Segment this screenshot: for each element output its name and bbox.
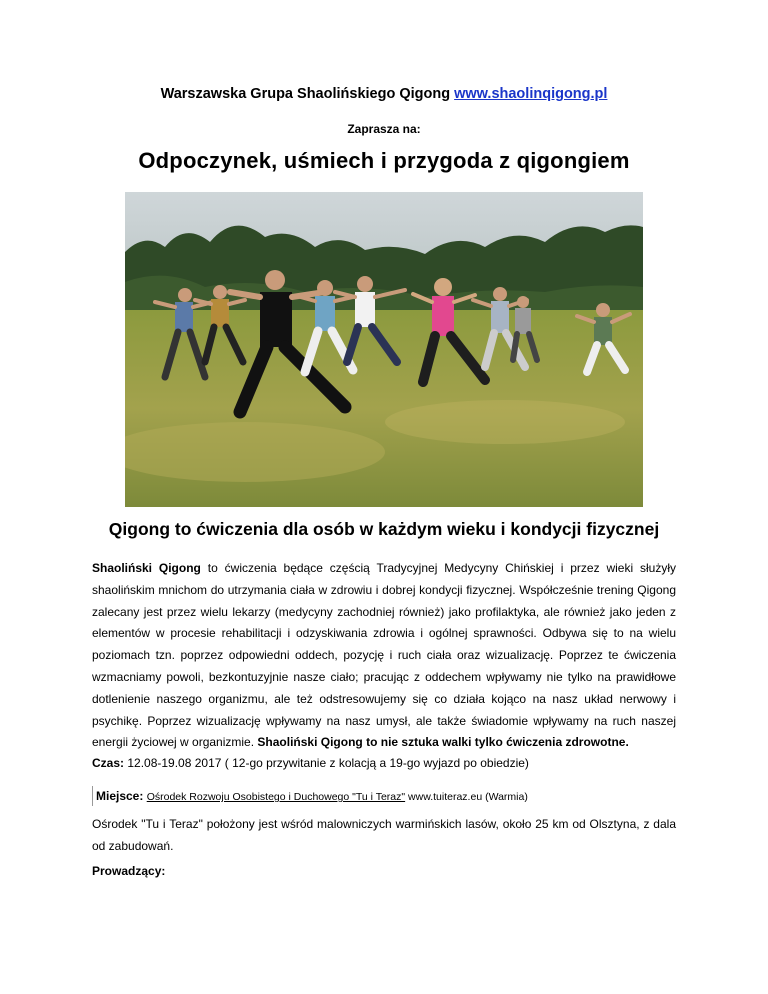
- description-paragraph: [92, 558, 676, 754]
- location-label: Miejsce:: [96, 789, 144, 803]
- organizer-line: [0, 86, 768, 102]
- description-text: to ćwiczenia będące częścią Tradycyjnej Medycyny Chińskiej i przez wieki służyły shaolińskim mnichom do utrzymania ciała w zdrowiu i dobrej kondycji fizycznej. Współcześnie trening Qigong zalecany jest przez wielu lekarzy (medycyny zachodniej również) jako profilaktyka, ale również jako jeden z elementów w procesie rehabilitacji i odzyskiwania zdrowia i ogólnej sprawności. Odbywa się to na wielu poziomach tzn. poprzez odpowiedni oddech, pozycję i ruch ciała oraz wizualizację. Poprzez te ćwiczenia wzmacniamy powoli, bezkontuzyjnie nasze ciało; pracując z oddechem wpływamy nie tylko na prawidłowe dotlenienie naszego organizmu, ale też odstresowujemy się co działa kojąco na nasz układ nerwowy i psychikę. Poprzez wizualizację wpływamy na nasz umysł, ale także świadomie wpływamy na ruch naszej energii życiowej w organizmie.: [92, 561, 677, 750]
- location-line: [92, 786, 528, 806]
- invite-text: Zaprasza na:: [347, 122, 421, 136]
- closing-bold-text: Shaoliński Qigong to nie sztuka walki tylko ćwiczenia zdrowotne.: [257, 735, 629, 750]
- group-photo: [125, 192, 643, 507]
- date-line: [92, 756, 529, 770]
- lead-bold-text: Shaoliński Qigong: [92, 561, 201, 575]
- location-rest: www.tuiteraz.eu (Warmia): [405, 791, 528, 803]
- date-value: 12.08-19.08 2017 ( 12-go przywitanie z kolacją a 19-go wyjazd po obiedzie): [124, 756, 529, 770]
- instructors-label: Prowadzący:: [92, 864, 166, 878]
- website-link[interactable]: www.shaolinqigong.pl: [454, 86, 608, 102]
- location-name-link[interactable]: Ośrodek Rozwoju Osobistego i Duchowego "Tu i Teraz": [146, 791, 406, 803]
- organizer-name: Warszawska Grupa Shaolińskiego Qigong: [160, 86, 451, 102]
- venue-description: Ośrodek "Tu i Teraz" położony jest wśród malowniczych warmińskich lasów, około 25 km od Olsztyna, z dala od zabudowań.: [92, 817, 676, 853]
- page-title: Odpoczynek, uśmiech i przygoda z qigongiem: [138, 148, 630, 173]
- date-label: Czas:: [92, 756, 125, 770]
- photo-illustration: [125, 192, 643, 507]
- section-heading: Qigong to ćwiczenia dla osób w każdym wieku i kondycji fizycznej: [108, 519, 660, 539]
